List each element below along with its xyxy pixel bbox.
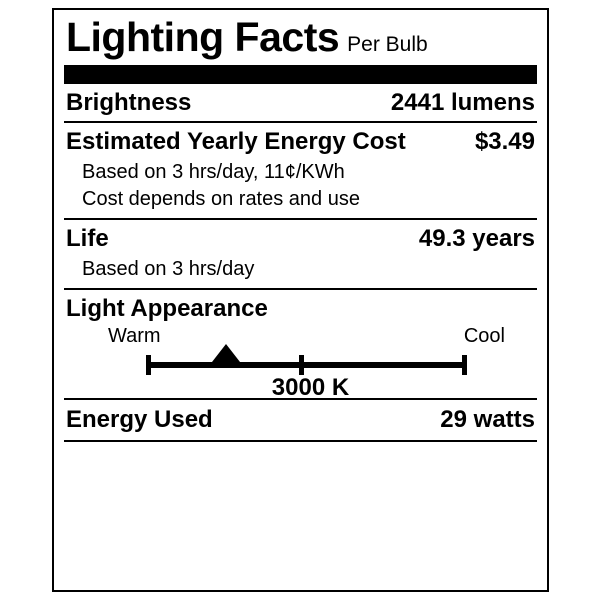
scale-cool-label: Cool — [463, 325, 505, 348]
page-title-suffix: Per Bulb — [347, 33, 428, 56]
title-divider-bar — [64, 65, 537, 82]
energy-used-row — [64, 400, 537, 440]
light-appearance-scale — [64, 352, 537, 402]
divider — [64, 440, 537, 442]
energy-cost-note-rates: Cost depends on rates and use — [82, 188, 360, 211]
color-temperature-value: 3000 K — [271, 374, 350, 402]
lighting-facts-label — [52, 8, 549, 592]
brightness-row — [64, 84, 537, 121]
page-title: Lighting Facts — [66, 14, 340, 60]
label-title-row — [64, 16, 537, 59]
scale-tick-middle — [299, 355, 304, 375]
light-appearance-label: Light Appearance — [66, 295, 268, 323]
energy-cost-label: Estimated Yearly Energy Cost — [66, 128, 406, 156]
scale-marker-triangle-icon — [212, 344, 240, 362]
energy-used-value: 29 watts — [440, 406, 535, 434]
brightness-value: 2441 lumens — [390, 89, 535, 117]
life-note: Based on 3 hrs/day — [82, 258, 255, 281]
scale-tick-left — [146, 355, 151, 375]
life-value: 49.3 years — [418, 225, 535, 253]
brightness-label: Brightness — [66, 89, 192, 117]
light-appearance-scale-labels — [64, 325, 537, 348]
energy-used-label: Energy Used — [66, 406, 213, 434]
scale-tick-right — [462, 355, 467, 375]
life-row — [64, 220, 537, 257]
scale-warm-label: Warm — [108, 325, 161, 348]
energy-cost-note-basis: Based on 3 hrs/day, 11¢/KWh — [82, 161, 345, 184]
energy-cost-value: $3.49 — [474, 128, 535, 156]
life-label: Life — [66, 225, 109, 253]
energy-cost-row — [64, 123, 537, 160]
label-content — [64, 16, 537, 442]
scale-line — [146, 362, 467, 368]
